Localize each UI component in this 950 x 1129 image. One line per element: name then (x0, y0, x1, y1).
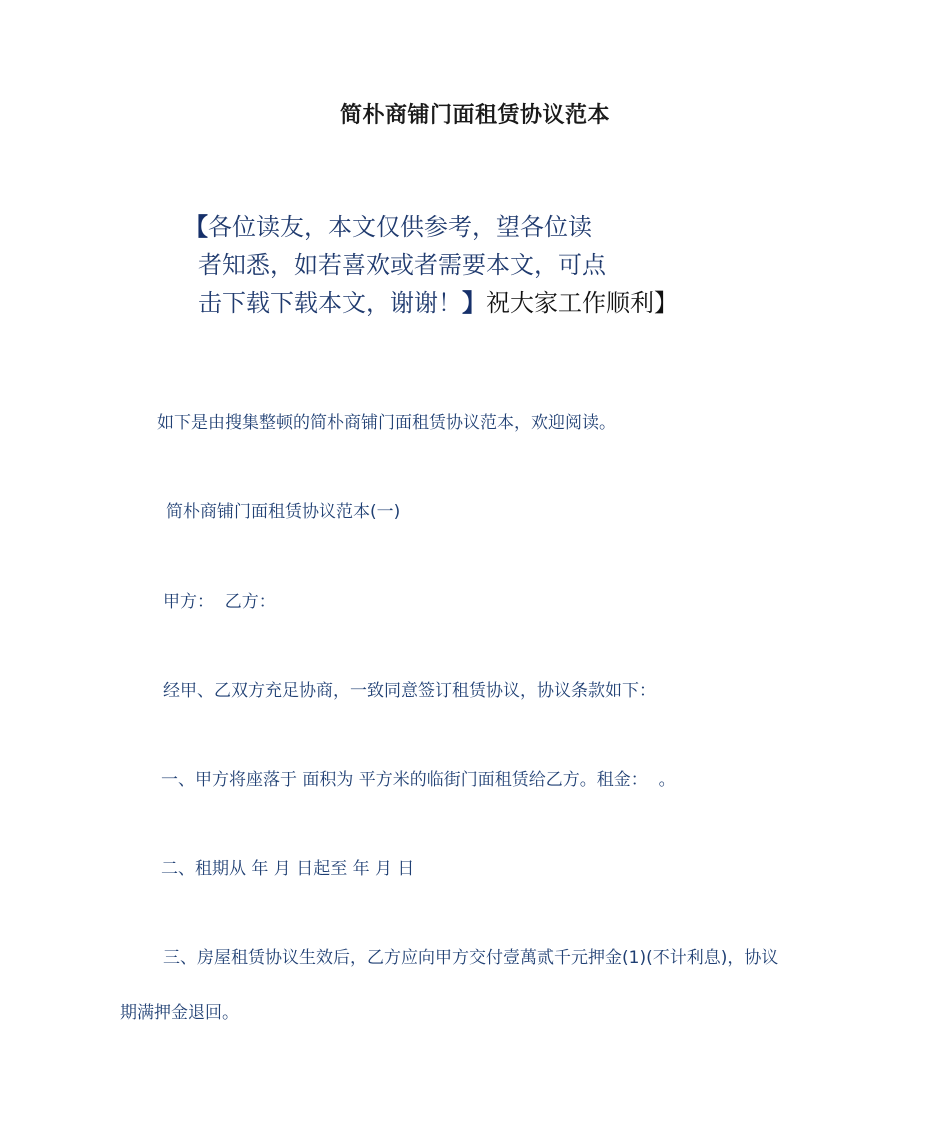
clause-1: 一、甲方将座落于 面积为 平方米的临街门面租赁给乙方。租金： 。 (161, 770, 676, 790)
document-title: 简朴商铺门面租赁协议范本 (339, 103, 610, 128)
notice-text-3: 击下载下载本文，谢谢！ (198, 289, 462, 317)
intro-paragraph: 如下是由搜集整顿的简朴商铺门面租赁协议范本，欢迎阅读。 (157, 413, 616, 433)
clause-3-line-1: 三、房屋租赁协议生效后，乙方应向甲方交付壹萬贰千元押金(1)(不计利息)，协议 (163, 948, 779, 968)
clause-2: 二、租期从 年 月 日起至 年 月 日 (161, 859, 415, 879)
notice-line-3 (198, 284, 738, 322)
notice-line-1 (184, 208, 738, 246)
clause-3-line-2: 期满押金退回。 (120, 1003, 239, 1023)
parties-line: 甲方： 乙方： (163, 592, 276, 612)
notice-text-1: 各位读友，本文仅供参考，望各位读 (208, 213, 592, 241)
notice-wish-text: 祝大家工作顺利 (486, 289, 654, 317)
notice-close-bracket: 】 (462, 288, 486, 317)
section-subtitle: 简朴商铺门面租赁协议范本(一) (166, 502, 401, 522)
agreement-paragraph: 经甲、乙双方充足协商，一致同意签订租赁协议，协议条款如下： (163, 681, 656, 701)
notice-line-2: 者知悉，如若喜欢或者需要本文，可点 (198, 251, 606, 279)
reader-notice (184, 208, 738, 322)
notice-open-bracket: 【 (184, 212, 208, 241)
notice-final-bracket: 】 (654, 289, 678, 317)
